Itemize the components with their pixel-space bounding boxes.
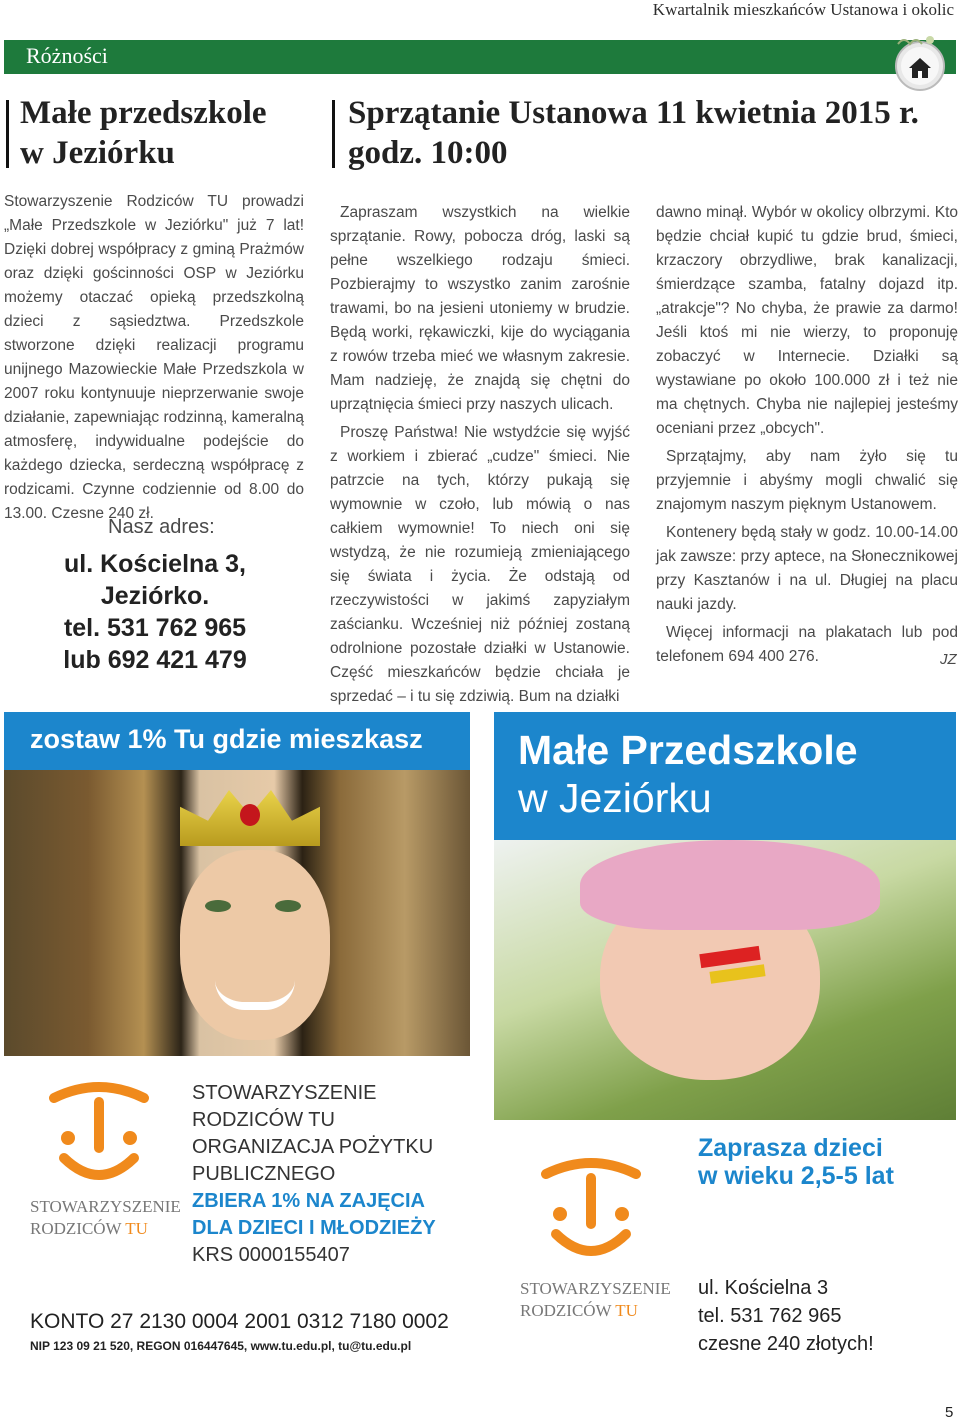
main-article-column-2: dawno minął. Wybór w okolicy olbrzymi. Kto będzie chciał kupić tu gdzie brud, śmieci, krzaczory obrzydliwe, brak kanalizacji, śmierdzące szamba, fatalny dojazd itp. „atrakcje"? No chyba, że prawie za darmo! Jeśli ktoś mi nie wierzy, to proponuję zobaczyć w Internecie. Działki są wystawiane po około 100.000 zł i też nie ma chętnych. Chyba nie najlepiej jesteśmy oceniani przez „obcych". Sprzątajmy, aby nam żyło się tu przyjemnie i abyśmy mogli chwalić się znajomym naszym pięknym Ustanowem. Kontenery będą stały w godz. 10.00-14.00 jak zawsze: przy aptece, na Słonecznikowej przy Kasztanów i na ul. Długiej na placu nauki jazdy. Więcej informacji na plakatach lub pod telefonem 694 400 276. [656, 204, 958, 665]
ad-left-banner-text: zostaw 1% Tu gdzie mieszkasz [30, 724, 423, 754]
left-article-body: Stowarzyszenie Rodziców TU prowadzi „Małe Przedszkole w Jeziórku" już 7 lat! Dzięki dobrej współpracy z gminą Prażmów oraz dzięki gościnności OSP w Jeziórku możemy otaczać opieką przedszkolną dzieci z sąsiedztwa. Przedszkole stworzone dzięki realizacji programu unijnego Mazowieckie Małe Przedszkola w 2007 roku kontynuuje nieprzerwanie swoje działanie, zapewniając rodzinną, kameralną atmosferę, indywidualne podejście do każdego dziecka, serdeczną współpracę z rodzicami. Czynne codziennie od 8.00 do 13.00. Czesne 240 zł. [4, 193, 304, 522]
main-article-title: Sprzątanie Ustanowa 11 kwietnia 2015 r. godz. 10:00 [348, 95, 919, 171]
ad-left-account: KONTO 27 2130 0004 2001 0312 7180 0002 [30, 1310, 449, 1333]
ad-right-address: ul. Kościelna 3 tel. 531 762 965 czesne 240 złotych! [698, 1277, 874, 1355]
ad-right-logo-text: STOWARZYSZENIE RODZICÓW TU [520, 1279, 671, 1320]
signature: JZ [940, 651, 957, 668]
main-article-column-1: Zapraszam wszystkich na wielkie sprzątanie. Rowy, pobocza dróg, laski są pełne wszelkiego rodzaju śmieci. Pozbierajmy to wszystko zanim zarośnie trawami, bo na jesieni utoniemy w brudzie. Będą worki, rękawiczki, kije do wyciągania z rowów trzeba mieć we własnym zakresie. Mam nadzieję, że znajdą się chętni do uprzątnięcia śmieci przy naszych ulicach. Proszę Państwa! Nie wstydźcie się wyjść z workiem i zbierać „cudze" śmieci. Nie patrzcie na tych, którzy pukają się wymownie w czoło, lub mówią o nas całkiem wymownie! To niech oni się wstydzą, że nie rozumieją zmieniającego się świata i życia. Że odstają od rzeczywistości w jakimś zapyziałym zaścianku. Wcześniej niż później zostaną odrolnione pozostałe działki w Ustanowie. Część mieszkańców będzie chciała je sprzedać – i tu się zdziwią. Bum na działki [330, 204, 630, 705]
address-block: ul. Kościelna 3, Jeziórko. tel. 531 762 965 lub 692 421 479 [63, 550, 247, 674]
address-label: Nasz adres: [108, 516, 215, 538]
smile-logo-icon [44, 1080, 154, 1192]
headline-bar [6, 100, 9, 168]
ad-right-title: Małe Przedszkole w Jeziórku [518, 727, 858, 821]
smile-logo-icon [536, 1156, 646, 1268]
ad-left-org-text: STOWARZYSZENIE RODZICÓW TU ORGANIZACJA POŻYTKU PUBLICZNEGO ZBIERA 1% NA ZAJĘCIA DLA DZIECI I MŁODZIEŻY KRS 0000155407 [192, 1082, 436, 1266]
section-bar [4, 40, 956, 74]
eye-shape [205, 900, 231, 912]
eye-shape [275, 900, 301, 912]
ad-right-tagline: Zaprasza dzieci w wieku 2,5-5 lat [698, 1134, 894, 1190]
home-icon[interactable] [890, 30, 948, 92]
pink-hat-image [580, 840, 880, 930]
ad-left-logo-text: STOWARZYSZENIE RODZICÓW TU [30, 1197, 181, 1238]
headline-bar [332, 100, 335, 168]
crown-gem [240, 804, 260, 826]
page-number: 5 [945, 1404, 954, 1421]
section-title: Różności [4, 40, 124, 74]
masthead: Kwartalnik mieszkańców Ustanowa i okolic [652, 0, 954, 19]
child-face-image [180, 850, 330, 1040]
left-article-title: Małe przedszkole w Jeziórku [20, 95, 267, 171]
ad-left-nip: NIP 123 09 21 520, REGON 016447645, www.tu.edu.pl, tu@tu.edu.pl [30, 1339, 412, 1353]
